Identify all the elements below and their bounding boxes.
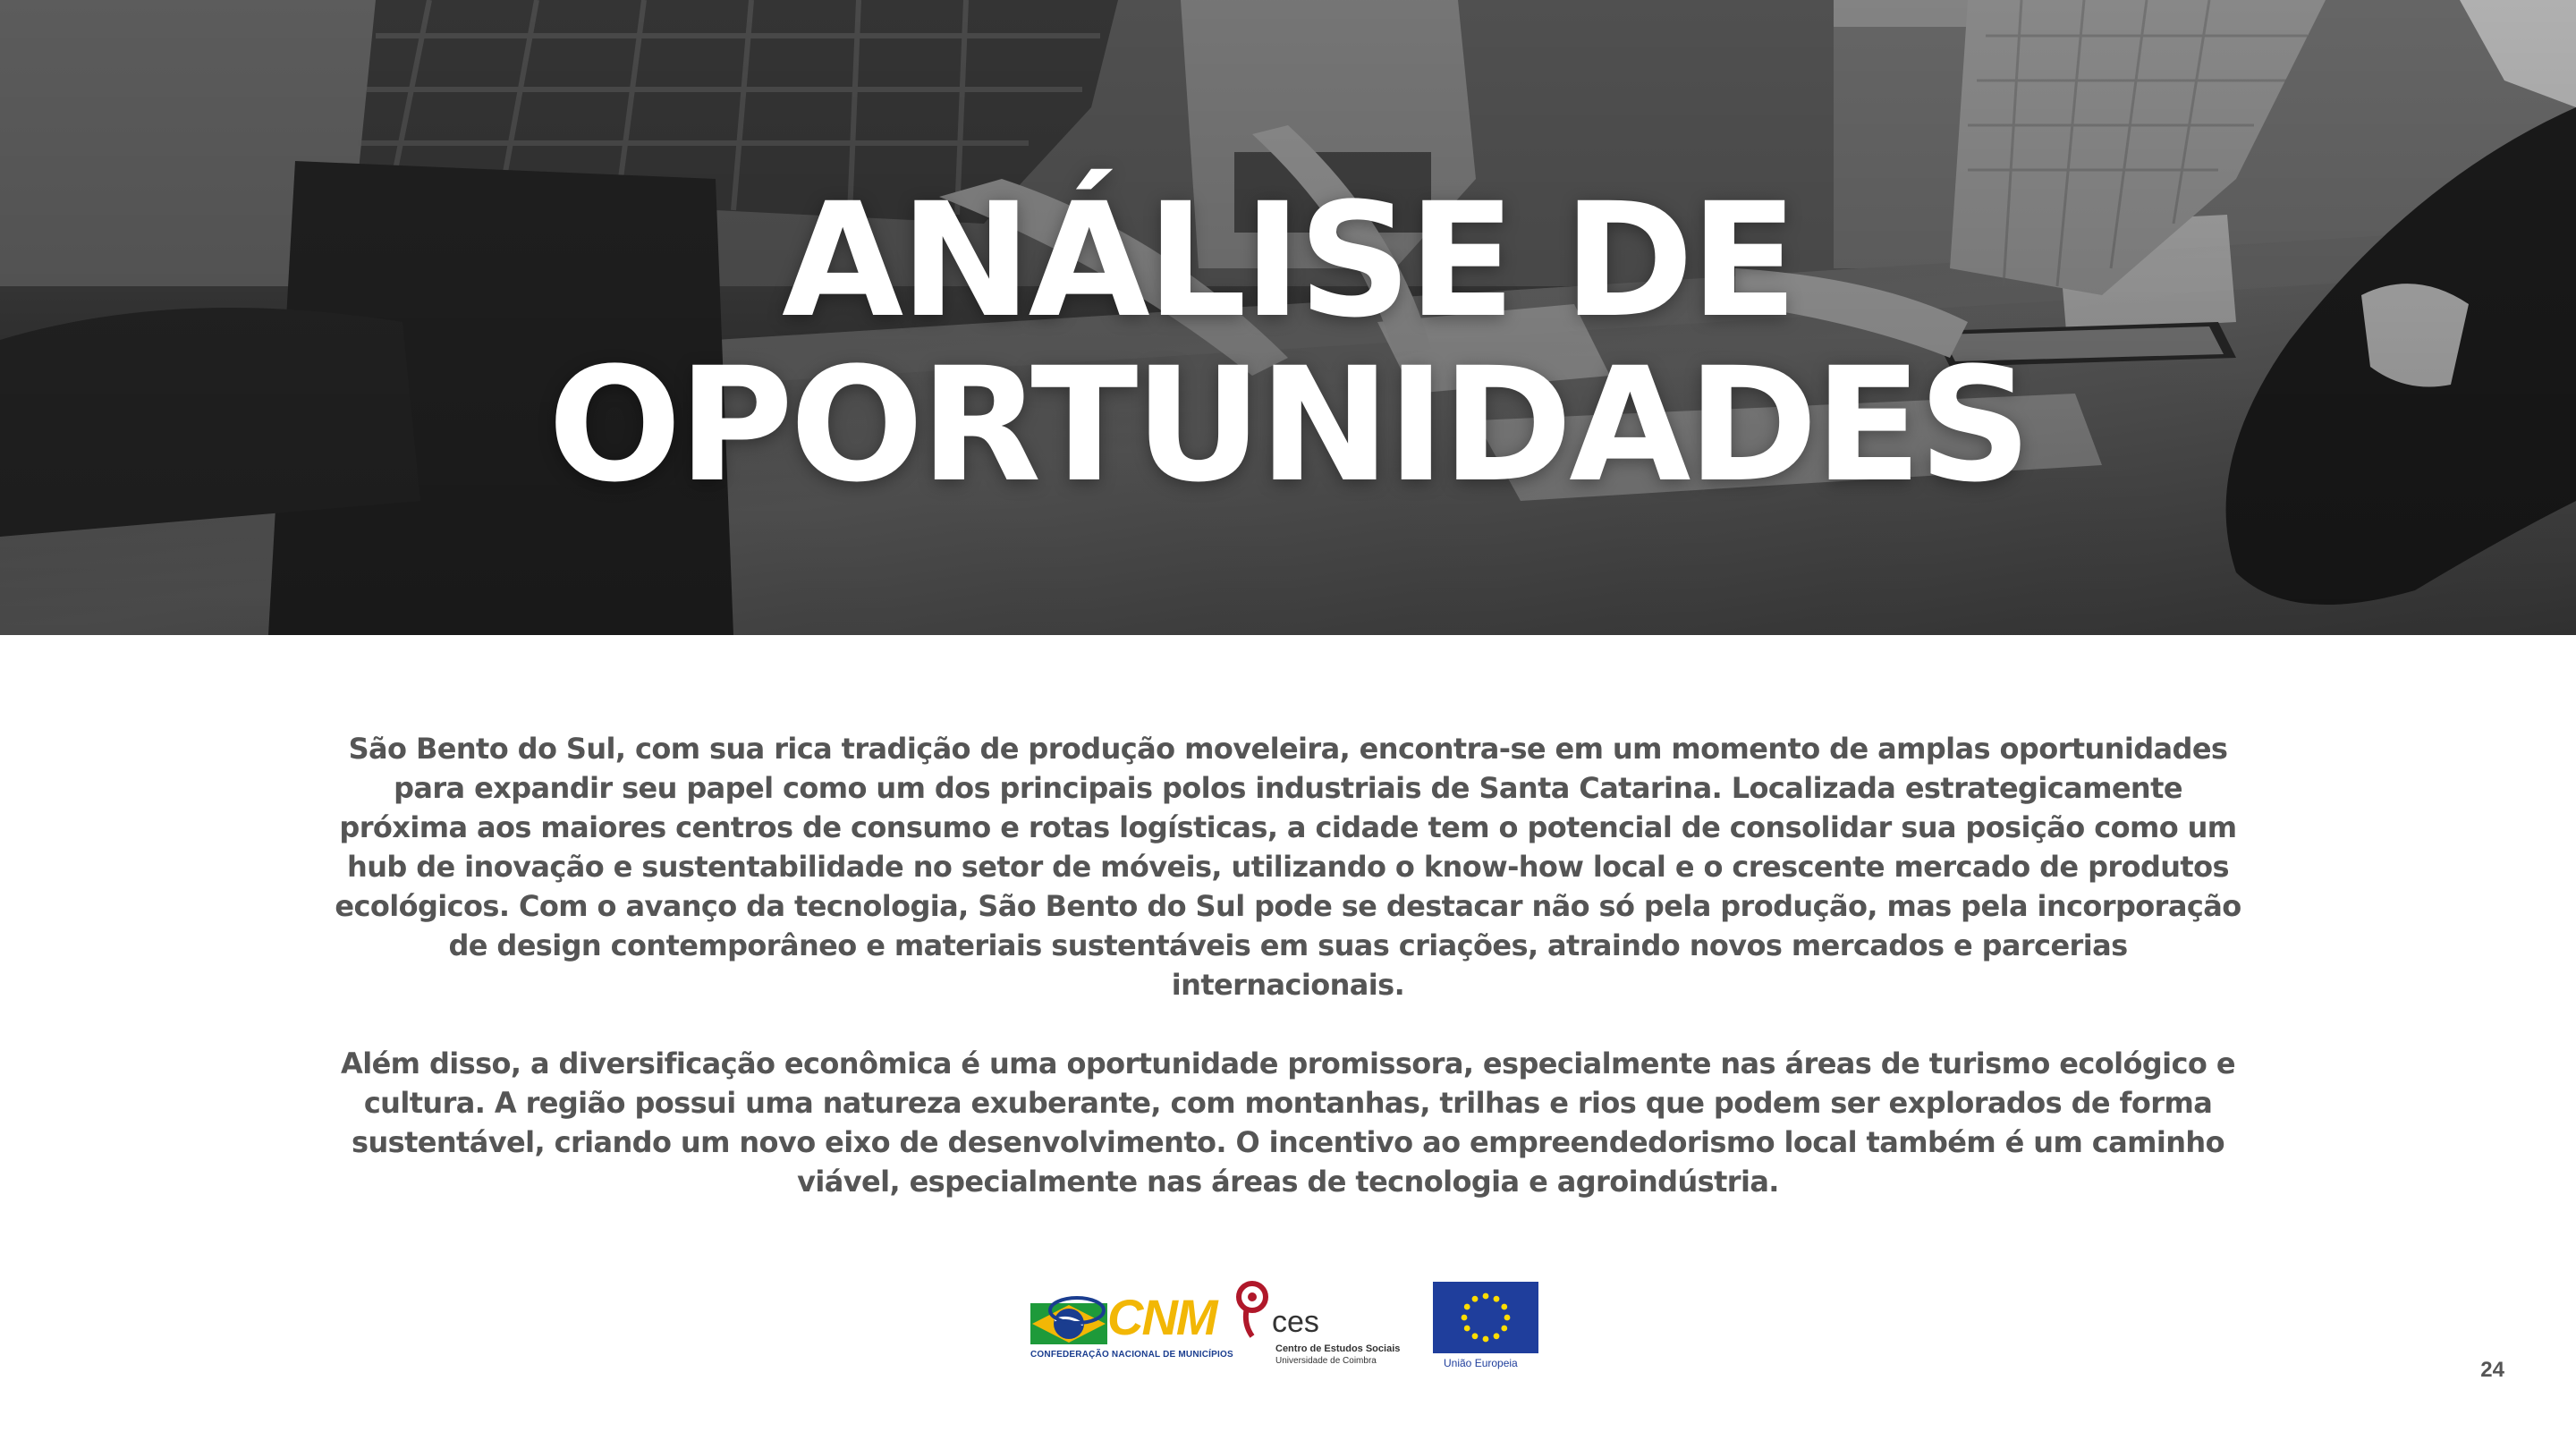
cnm-wordmark: CNM: [1107, 1289, 1216, 1345]
eu-caption: União Europeia: [1444, 1357, 1518, 1369]
cnm-emblem-icon: [1030, 1291, 1111, 1348]
hero-banner: [0, 0, 2576, 635]
title-line-2: OPORTUNIDADES: [547, 334, 2029, 517]
ces-caption-line2: Universidade de Coimbra: [1275, 1356, 1377, 1366]
eu-logo: [1433, 1282, 1538, 1371]
page-title: [0, 169, 2576, 517]
body-text: [331, 729, 2245, 1241]
paragraph-1: São Bento do Sul, com sua rica tradição de produção moveleira, encontra-se em um momento de amplas oportunidades para expandir seu papel como um dos principais polos industriais de Santa Catarina. Localizada estrategicamente próxima aos maiores centros de consumo e rotas logísticas, a cidade tem o potencial de consolidar sua posição como um hub de inovação e sustentabilidade no setor de móveis, utilizando o know-how local e o crescente mercado de produtos ecológicos. Com o avanço da tecnologia, São Bento do Sul pode se destacar não só pela produção, mas pela incorporação de design contemporâneo e materiais sustentáveis em suas criações, atraindo novos mercados e parcerias internacionais.: [335, 732, 2241, 1002]
page-number: 24: [2480, 1358, 2504, 1382]
ces-caption-line1: Centro de Estudos Sociais: [1275, 1343, 1401, 1354]
cnm-logo: [1029, 1289, 1233, 1362]
partner-logos: [0, 1275, 2576, 1373]
cnm-caption: CONFEDERAÇÃO NACIONAL DE MUNICÍPIOS: [1030, 1350, 1233, 1360]
eu-stars-icon: [1433, 1282, 1538, 1353]
ces-wordmark: ces: [1272, 1305, 1319, 1339]
ces-logo: [1234, 1279, 1404, 1368]
eu-flag-icon: [1433, 1282, 1538, 1353]
ces-emblem-icon: [1234, 1279, 1274, 1342]
paragraph-2: Além disso, a diversificação econômica é uma oportunidade promissora, especialmente nas áreas de turismo ecológico e cultura. A região possui uma natureza exuberante, com montanhas, trilhas e rios que podem ser explorados de forma sustentável, criando um novo eixo de desenvolvimento. O incentivo ao empreendedorismo local também é um caminho viável, especialmente nas áreas de tecnologia e agroindústria.: [341, 1046, 2235, 1199]
title-line-1: ANÁLISE DE: [782, 169, 1794, 352]
